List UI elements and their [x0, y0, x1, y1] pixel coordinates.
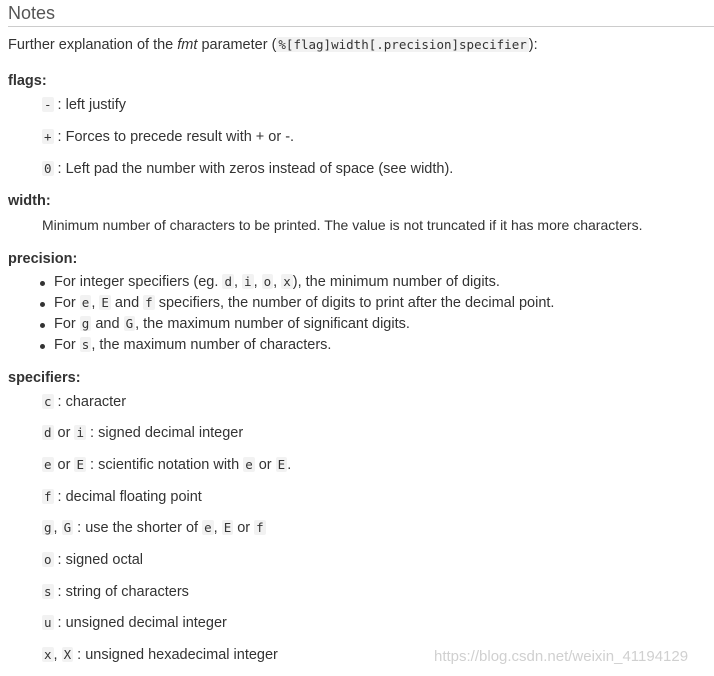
specifiers-term: specifiers: [8, 370, 81, 386]
specifier-item: c : character [44, 394, 127, 410]
width-desc: Minimum number of characters to be printed. The value is not truncated if it has more characters. [42, 217, 643, 233]
flag-desc: : left justify [53, 97, 127, 113]
width-term: width: [8, 193, 51, 209]
intro-close: ): [528, 37, 538, 53]
format-syntax: %[flag]width[.precision]specifier [278, 37, 527, 52]
flag-code: + [44, 129, 52, 144]
flag-item [42, 129, 294, 145]
specifier-item: x , X : unsigned hexadecimal integer [44, 647, 278, 663]
intro-text: Further explanation of the [8, 37, 178, 53]
intro-paragraph [8, 37, 538, 53]
flag-code: 0 [44, 161, 52, 176]
specifier-item: d or i : signed decimal integer [44, 425, 244, 441]
watermark: https://blog.csdn.net/weixin_41194129 [434, 648, 689, 665]
specifier-item: e or E : scientific notation with e or E . [44, 457, 292, 473]
flag-code: - [44, 97, 52, 112]
intro-param: fmt [177, 37, 198, 53]
flag-item [42, 161, 453, 177]
specifier-item: s : string of characters [44, 584, 189, 600]
notes-heading: Notes [8, 1, 714, 27]
flags-term: flags: [8, 73, 47, 89]
precision-bullet: For integer specifiers (eg. d , i , o , x ), the minimum number of digits. [54, 274, 500, 290]
specifier-item: g , G : use the shorter of e , E or f [44, 520, 264, 536]
precision-bullet: For e , E and f specifiers, the number of digits to print after the decimal point. [54, 295, 555, 311]
precision-term: precision: [8, 251, 78, 267]
flag-item [42, 97, 126, 113]
intro-text-2: parameter ( [197, 37, 277, 53]
specifier-item: o : signed octal [44, 552, 144, 568]
specifier-item: u : unsigned decimal integer [44, 615, 227, 631]
precision-bullet: For g and G , the maximum number of significant digits. [54, 316, 410, 332]
specifier-item: f : decimal floating point [44, 489, 202, 505]
flag-desc: : Left pad the number with zeros instead of space (see width). [53, 161, 454, 177]
flag-desc: : Forces to precede result with + or -. [53, 129, 295, 145]
precision-bullet: For s , the maximum number of characters. [54, 337, 332, 353]
